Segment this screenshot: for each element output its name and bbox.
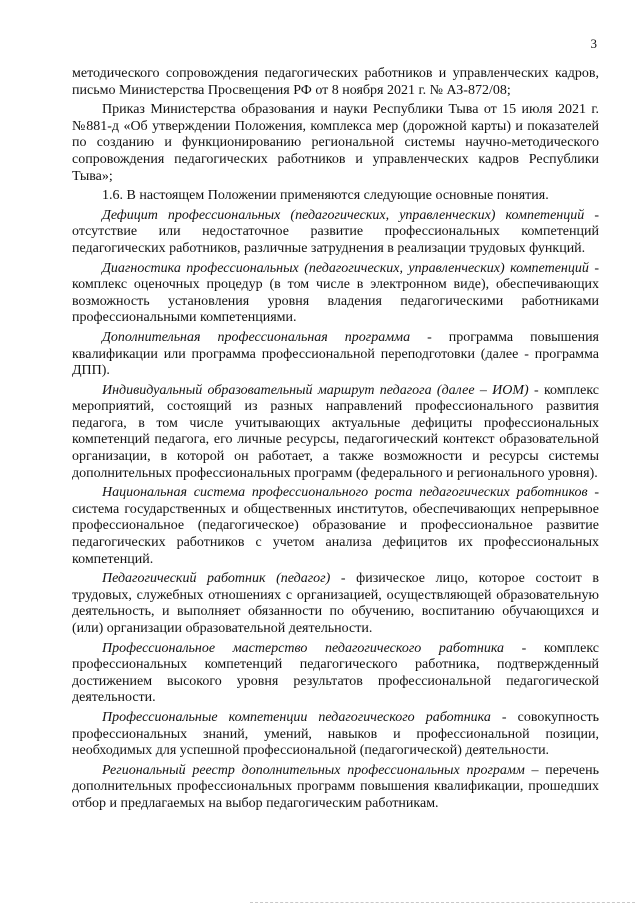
definition-text: - отсутствие или недостаточное развитие профессиональных компетенций педагогических работников, различные затруднения в реализации трудовых функций. [72, 207, 599, 256]
definition-text: - совокупность профессиональных знаний, умений, навыков и профессиональной позиции, необходимых для успешной профессиональной (педагогической) деятельности. [72, 709, 600, 759]
paragraph-continuation [72, 66, 599, 99]
definition-paragraph [72, 710, 599, 760]
definition-term: Профессиональные компетенции педагогического работника [102, 709, 491, 725]
definition-term: Профессиональное мастерство педагогического работника [102, 640, 505, 656]
paragraph-text: 1.6. В настоящем Положении применяются следующие основные понятия. [102, 188, 549, 204]
definition-text: - система государственных и общественных институтов, обеспечивающих непрерывное профессиональное (педагогическое) образование и профессиональное развитие педагогических работников с учетом анализа дефицитов их профессиональных компетенций. [72, 485, 599, 567]
definition-term: Индивидуальный образовательный маршрут педагога (далее – ИОМ) [102, 382, 529, 398]
definition-term: Диагностика профессиональных (педагогических, управленческих) компетенций [102, 260, 589, 276]
definition-paragraph [72, 261, 599, 327]
definition-paragraph [72, 485, 599, 568]
definition-paragraph [72, 208, 599, 258]
definition-term: Национальная система профессионального роста педагогических работников [102, 485, 588, 501]
definition-term: Региональный реестр дополнительных профессиональных программ [102, 762, 525, 778]
definition-term: Дефицит профессиональных (педагогических, управленческих) компетенций [102, 207, 585, 223]
paragraph-text: Приказ Министерства образования и науки Республики Тыва от 15 июля 2021 г. №881-д «Об утверждении Положения, комплекса мер (дорожной карты) и показателей по созданию и функционированию региональной системы научно-методического сопровождения педагогических работников и управленческих кадров Республики Тыва»; [72, 102, 599, 184]
definition-paragraph [72, 330, 599, 380]
definition-term: Педагогический работник (педагог) [102, 571, 331, 587]
definition-paragraph [72, 383, 599, 483]
definition-text: - комплекс мероприятий, состоящий из разных направлений профессионального развития педагога, в том числе учитывающих актуальные дефициты профессиональных компетенций педагога, его личные ресурсы, педагогический контекст образовательной организации, в которой он работает, а также возможности и ресурсы системы дополнительных профессиональных программ (федерального и регионального уровня). [72, 382, 599, 481]
paragraph-order-reference [72, 102, 599, 185]
definition-text: - физическое лицо, которое состоит в трудовых, служебных отношениях с организацией, осуществляющей образовательную деятельность, и выполняет обязанности по обучению, воспитанию обучающихся и (или) организации образовательной деятельности. [72, 571, 600, 636]
paragraph-text: методического сопровождения педагогических работников и управленческих кадров, письмо Министерства Просвещения РФ от 8 ноября 2021 г. № АЗ-872/08; [72, 66, 599, 98]
paragraph-section-heading [72, 188, 599, 205]
definition-text: – перечень дополнительных профессиональных программ повышения квалификации, прошедших отбор и предлагаемых на выбор педагогическим работникам. [72, 762, 599, 811]
definition-paragraph [72, 641, 599, 707]
definition-text: - комплекс профессиональных компетенций педагогического работника, подтвержденный достижением высокого уровня результатов профессиональной педагогической деятельности. [72, 640, 599, 706]
document-body [72, 66, 599, 816]
definition-text: - комплекс оценочных процедур (в том числе в электронном виде), обеспечивающих возможность установления уровня владения педагогическими работниками профессиональными компетенциями. [72, 260, 599, 326]
definition-term: Дополнительная профессиональная программа [102, 329, 411, 345]
definition-paragraph [72, 571, 599, 637]
definition-paragraph [72, 763, 599, 813]
page-number: 3 [590, 36, 597, 51]
definition-text: - программа повышения квалификации или программа профессиональной переподготовки (далее - программа ДПП). [72, 329, 599, 379]
